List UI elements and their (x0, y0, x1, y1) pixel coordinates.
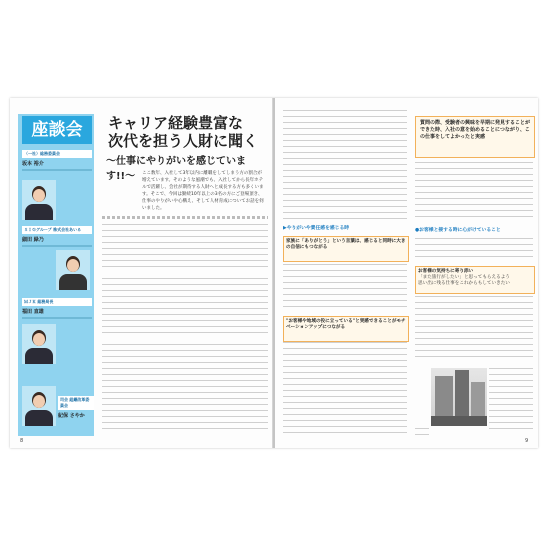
page-title-line1: キャリア経験豊富な (108, 114, 244, 132)
quote-box (415, 266, 535, 294)
profile-detail-lines (22, 169, 92, 171)
profile-name: 紀保 さやか (58, 413, 85, 419)
profile-3 (22, 298, 92, 319)
intro-paragraph: ここ数年、入社して3年以内に離職をしてしまう方の割合が増えています。そのような風潮でも、入社してから長年ホテルで活躍し、会社が期待する人財へと成長する方も多くいます。そこで、今回は勤続10年以上の3名の方にご登場頂き、仕事のやりがいや心構え、そして人材育成についてお話を伺いました。 (142, 171, 264, 211)
profile-tag: ＳＩＧグループ 株式会社あいる (22, 226, 92, 234)
highlight-quote-text: 質問の際、受験者の興味を早期に発見することができた時、入社の意を始めることにつながり、この仕事をしてよかったと実感 (420, 120, 531, 140)
profile-4 (58, 396, 94, 419)
portrait-photo-2 (56, 250, 90, 290)
profile-name: 福田 直雄 (22, 309, 44, 315)
body-text-block (415, 428, 429, 436)
quote-line: 思い出に残る仕事をこれからもしていきたい (418, 281, 510, 286)
body-text-block (102, 278, 268, 338)
body-text-block (283, 342, 407, 436)
page-title-line2: 次代を担う人財に聞く (108, 132, 259, 150)
quote-text: 家族に「ありがとう」という言葉は、感じると同時に大きの自信にもつながる (286, 239, 406, 250)
profile-name: 坂本 裕介 (22, 161, 44, 167)
magazine-spread (10, 98, 538, 448)
body-text-block (283, 264, 407, 312)
body-text-block (489, 368, 533, 434)
quote-box (283, 236, 409, 262)
profile-tag: （一社）総務委員会 (22, 150, 92, 158)
profile-name: 細田 緑乃 (22, 237, 44, 243)
street-photo (431, 368, 487, 426)
left-page (10, 98, 273, 448)
quote-title: お客様の気持ちに寄り添い (418, 269, 474, 274)
page-subtitle: 〜仕事にやりがいを感じています!!〜 (106, 156, 246, 182)
section-heading: ●お客様と接する時に心がけていること (415, 228, 501, 233)
divider (102, 216, 268, 219)
profile-detail-lines (22, 245, 92, 247)
profile-2 (22, 226, 92, 247)
quote-text: "お客様や地域の役に立っている"と実感できることがモチベーションアップにつながる (286, 319, 406, 330)
body-text-block (415, 238, 533, 262)
page-number: 9 (525, 438, 529, 444)
profile-tag: 司会 組織改革委員会 (58, 396, 94, 410)
body-text-block (283, 110, 407, 222)
roundtable-badge: 座談会 (22, 116, 92, 144)
portrait-photo-1 (22, 180, 56, 220)
quote-line: 「また旅行がしたい」と思ってもらえるよう (418, 275, 510, 280)
page-number: 8 (20, 438, 24, 444)
body-text-block (415, 162, 533, 222)
portrait-photo-4 (22, 386, 56, 426)
body-text-block (102, 344, 268, 434)
quote-box (283, 316, 409, 342)
body-text-block (415, 296, 533, 362)
profile-detail-lines (22, 317, 92, 319)
profile-tag: ＭＪＫ 総務局長 (22, 298, 92, 306)
profile-1 (22, 150, 92, 171)
body-text-block (102, 224, 268, 272)
section-heading: ▶やりがいや責任感を感じる時 (283, 226, 350, 231)
portrait-photo-3 (22, 324, 56, 364)
right-page (275, 98, 538, 448)
highlight-quote-box (415, 116, 535, 158)
